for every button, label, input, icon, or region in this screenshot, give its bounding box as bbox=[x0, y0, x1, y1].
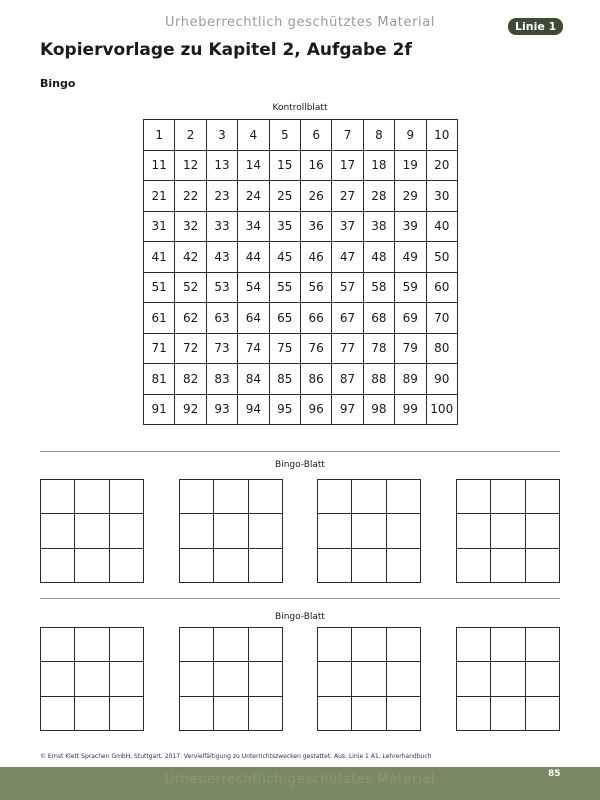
number-cell: 86 bbox=[300, 364, 331, 395]
bingo-cell bbox=[457, 628, 491, 662]
bingo-cell bbox=[457, 480, 491, 514]
number-cell: 33 bbox=[206, 211, 237, 242]
bingo-cell bbox=[41, 628, 75, 662]
number-cell: 89 bbox=[395, 364, 426, 395]
number-cell: 74 bbox=[238, 333, 269, 364]
bingo-card bbox=[456, 479, 560, 583]
number-cell: 46 bbox=[300, 242, 331, 273]
number-cell: 6 bbox=[300, 120, 331, 151]
number-cell: 73 bbox=[206, 333, 237, 364]
control-sheet-grid bbox=[143, 119, 458, 425]
bingo-cell bbox=[248, 480, 282, 514]
copyright-notice: © Ernst Klett Sprachen GmbH, Stuttgart, 2017. Vervielfältigung zu Unterrichtszwecken gestattet. Aus: Linie 1 A1, Lehrerhandbuch bbox=[40, 753, 432, 760]
number-cell: 45 bbox=[269, 242, 300, 273]
number-cell: 95 bbox=[269, 394, 300, 425]
bingo-cell bbox=[109, 514, 143, 548]
control-sheet-row bbox=[144, 394, 458, 425]
bingo-cell bbox=[386, 548, 420, 582]
number-cell: 96 bbox=[300, 394, 331, 425]
bingo-cell bbox=[318, 628, 352, 662]
number-cell: 52 bbox=[175, 272, 206, 303]
number-cell: 61 bbox=[144, 303, 175, 334]
bingo-cell bbox=[75, 628, 109, 662]
number-cell: 98 bbox=[363, 394, 394, 425]
bingo-cell bbox=[318, 548, 352, 582]
number-cell: 41 bbox=[144, 242, 175, 273]
number-cell: 42 bbox=[175, 242, 206, 273]
number-cell: 60 bbox=[426, 272, 457, 303]
bingo-cell bbox=[75, 548, 109, 582]
bingo-cell bbox=[248, 628, 282, 662]
number-cell: 18 bbox=[363, 150, 394, 181]
number-cell: 3 bbox=[206, 120, 237, 151]
bingo-cell bbox=[248, 514, 282, 548]
bingo-cell bbox=[41, 514, 75, 548]
number-cell: 1 bbox=[144, 120, 175, 151]
number-cell: 92 bbox=[175, 394, 206, 425]
number-cell: 97 bbox=[332, 394, 363, 425]
separator-line bbox=[40, 451, 560, 452]
bingo-cell bbox=[180, 662, 214, 696]
bingo-card bbox=[179, 627, 283, 731]
number-cell: 70 bbox=[426, 303, 457, 334]
control-sheet-label: Kontrollblatt bbox=[272, 103, 328, 113]
number-cell: 82 bbox=[175, 364, 206, 395]
bingo-cell bbox=[386, 480, 420, 514]
number-cell: 38 bbox=[363, 211, 394, 242]
number-cell: 77 bbox=[332, 333, 363, 364]
number-cell: 35 bbox=[269, 211, 300, 242]
number-cell: 50 bbox=[426, 242, 457, 273]
bingo-cell bbox=[318, 662, 352, 696]
bingo-cell bbox=[525, 548, 559, 582]
number-cell: 94 bbox=[238, 394, 269, 425]
number-cell: 65 bbox=[269, 303, 300, 334]
bingo-cell bbox=[525, 696, 559, 730]
number-cell: 88 bbox=[363, 364, 394, 395]
bingo-cell bbox=[109, 480, 143, 514]
number-cell: 66 bbox=[300, 303, 331, 334]
bingo-cell bbox=[457, 514, 491, 548]
bingo-cell bbox=[352, 480, 386, 514]
number-cell: 5 bbox=[269, 120, 300, 151]
bingo-card bbox=[40, 627, 144, 731]
watermark-top: Urheberrechtlich geschütztes Material bbox=[164, 15, 436, 30]
bingo-cell bbox=[248, 662, 282, 696]
bingo-cell bbox=[491, 480, 525, 514]
number-cell: 34 bbox=[238, 211, 269, 242]
number-cell: 56 bbox=[300, 272, 331, 303]
bingo-cell bbox=[457, 696, 491, 730]
control-sheet-row bbox=[144, 364, 458, 395]
number-cell: 58 bbox=[363, 272, 394, 303]
bingo-cell bbox=[491, 628, 525, 662]
number-cell: 93 bbox=[206, 394, 237, 425]
bingo-cell bbox=[386, 662, 420, 696]
bingo-cell bbox=[491, 662, 525, 696]
number-cell: 39 bbox=[395, 211, 426, 242]
number-cell: 36 bbox=[300, 211, 331, 242]
bingo-cell bbox=[457, 548, 491, 582]
number-cell: 63 bbox=[206, 303, 237, 334]
bingo-cell bbox=[491, 696, 525, 730]
bingo-cell bbox=[386, 696, 420, 730]
control-sheet-row bbox=[144, 211, 458, 242]
number-cell: 64 bbox=[238, 303, 269, 334]
number-cell: 81 bbox=[144, 364, 175, 395]
bingo-cell bbox=[318, 514, 352, 548]
number-cell: 84 bbox=[238, 364, 269, 395]
number-cell: 99 bbox=[395, 394, 426, 425]
bingo-cell bbox=[525, 628, 559, 662]
bingo-cell bbox=[180, 514, 214, 548]
number-cell: 55 bbox=[269, 272, 300, 303]
number-cell: 14 bbox=[238, 150, 269, 181]
bingo-card bbox=[40, 479, 144, 583]
bingo-cell bbox=[352, 628, 386, 662]
number-cell: 79 bbox=[395, 333, 426, 364]
bingo-cell bbox=[109, 548, 143, 582]
bingo-sheet-label: Bingo-Blatt bbox=[275, 612, 325, 622]
number-cell: 23 bbox=[206, 181, 237, 212]
control-sheet-row bbox=[144, 181, 458, 212]
number-cell: 87 bbox=[332, 364, 363, 395]
bingo-cell bbox=[214, 480, 248, 514]
bingo-cell bbox=[41, 662, 75, 696]
number-cell: 19 bbox=[395, 150, 426, 181]
bingo-cell bbox=[109, 628, 143, 662]
bingo-sheet-label: Bingo-Blatt bbox=[275, 460, 325, 470]
control-sheet-row bbox=[144, 303, 458, 334]
number-cell: 10 bbox=[426, 120, 457, 151]
number-cell: 22 bbox=[175, 181, 206, 212]
page-number: 85 bbox=[548, 769, 561, 779]
control-sheet-row bbox=[144, 242, 458, 273]
number-cell: 28 bbox=[363, 181, 394, 212]
bingo-cell bbox=[180, 696, 214, 730]
bingo-cell bbox=[491, 548, 525, 582]
bingo-cell bbox=[525, 514, 559, 548]
number-cell: 27 bbox=[332, 181, 363, 212]
bingo-cell bbox=[525, 480, 559, 514]
number-cell: 31 bbox=[144, 211, 175, 242]
bingo-card bbox=[317, 479, 421, 583]
number-cell: 25 bbox=[269, 181, 300, 212]
bingo-cell bbox=[525, 662, 559, 696]
bingo-cell bbox=[180, 548, 214, 582]
number-cell: 20 bbox=[426, 150, 457, 181]
bingo-cell bbox=[109, 696, 143, 730]
number-cell: 8 bbox=[363, 120, 394, 151]
bingo-card bbox=[456, 627, 560, 731]
bingo-cell bbox=[457, 662, 491, 696]
number-cell: 91 bbox=[144, 394, 175, 425]
control-sheet-row bbox=[144, 120, 458, 151]
bingo-cell bbox=[214, 696, 248, 730]
number-cell: 85 bbox=[269, 364, 300, 395]
number-cell: 7 bbox=[332, 120, 363, 151]
number-cell: 51 bbox=[144, 272, 175, 303]
number-cell: 48 bbox=[363, 242, 394, 273]
number-cell: 75 bbox=[269, 333, 300, 364]
bingo-cell bbox=[318, 696, 352, 730]
bingo-cell bbox=[352, 662, 386, 696]
bingo-cell bbox=[75, 480, 109, 514]
number-cell: 15 bbox=[269, 150, 300, 181]
number-cell: 12 bbox=[175, 150, 206, 181]
number-cell: 71 bbox=[144, 333, 175, 364]
bingo-cell bbox=[109, 662, 143, 696]
bingo-cell bbox=[386, 628, 420, 662]
number-cell: 83 bbox=[206, 364, 237, 395]
page-subtitle: Bingo bbox=[40, 77, 76, 90]
control-sheet-row bbox=[144, 333, 458, 364]
number-cell: 26 bbox=[300, 181, 331, 212]
bingo-cell bbox=[41, 548, 75, 582]
number-cell: 72 bbox=[175, 333, 206, 364]
bingo-cell bbox=[41, 696, 75, 730]
bingo-cell bbox=[180, 480, 214, 514]
bingo-card bbox=[317, 627, 421, 731]
number-cell: 17 bbox=[332, 150, 363, 181]
number-cell: 2 bbox=[175, 120, 206, 151]
series-badge: Linie 1 bbox=[508, 18, 563, 35]
number-cell: 67 bbox=[332, 303, 363, 334]
bingo-cell bbox=[214, 628, 248, 662]
number-cell: 47 bbox=[332, 242, 363, 273]
number-cell: 37 bbox=[332, 211, 363, 242]
bingo-card bbox=[179, 479, 283, 583]
number-cell: 11 bbox=[144, 150, 175, 181]
bingo-cell bbox=[214, 548, 248, 582]
number-cell: 62 bbox=[175, 303, 206, 334]
number-cell: 24 bbox=[238, 181, 269, 212]
number-cell: 59 bbox=[395, 272, 426, 303]
number-cell: 4 bbox=[238, 120, 269, 151]
bingo-cell bbox=[386, 514, 420, 548]
number-cell: 68 bbox=[363, 303, 394, 334]
number-cell: 32 bbox=[175, 211, 206, 242]
number-cell: 40 bbox=[426, 211, 457, 242]
bingo-cell bbox=[75, 662, 109, 696]
number-cell: 9 bbox=[395, 120, 426, 151]
number-cell: 78 bbox=[363, 333, 394, 364]
bingo-cell bbox=[491, 514, 525, 548]
page-title: Kopiervorlage zu Kapitel 2, Aufgabe 2f bbox=[40, 40, 412, 60]
number-cell: 80 bbox=[426, 333, 457, 364]
watermark-bottom: Urheberrechtlich geschütztes Material bbox=[164, 772, 436, 787]
number-cell: 100 bbox=[426, 394, 457, 425]
bingo-cell bbox=[248, 548, 282, 582]
number-cell: 30 bbox=[426, 181, 457, 212]
bingo-cell bbox=[352, 548, 386, 582]
number-cell: 21 bbox=[144, 181, 175, 212]
control-sheet-row bbox=[144, 150, 458, 181]
number-cell: 16 bbox=[300, 150, 331, 181]
bingo-cell bbox=[75, 514, 109, 548]
number-cell: 53 bbox=[206, 272, 237, 303]
number-cell: 57 bbox=[332, 272, 363, 303]
separator-line bbox=[40, 598, 560, 599]
bingo-cell bbox=[41, 480, 75, 514]
bingo-cell bbox=[214, 662, 248, 696]
number-cell: 13 bbox=[206, 150, 237, 181]
bingo-cell bbox=[75, 696, 109, 730]
number-cell: 43 bbox=[206, 242, 237, 273]
number-cell: 54 bbox=[238, 272, 269, 303]
number-cell: 76 bbox=[300, 333, 331, 364]
number-cell: 29 bbox=[395, 181, 426, 212]
bingo-cell bbox=[180, 628, 214, 662]
bingo-cell bbox=[248, 696, 282, 730]
number-cell: 69 bbox=[395, 303, 426, 334]
number-cell: 49 bbox=[395, 242, 426, 273]
number-cell: 90 bbox=[426, 364, 457, 395]
bingo-cell bbox=[352, 514, 386, 548]
control-sheet-row bbox=[144, 272, 458, 303]
number-cell: 44 bbox=[238, 242, 269, 273]
bingo-cell bbox=[214, 514, 248, 548]
bingo-cell bbox=[318, 480, 352, 514]
bingo-cell bbox=[352, 696, 386, 730]
